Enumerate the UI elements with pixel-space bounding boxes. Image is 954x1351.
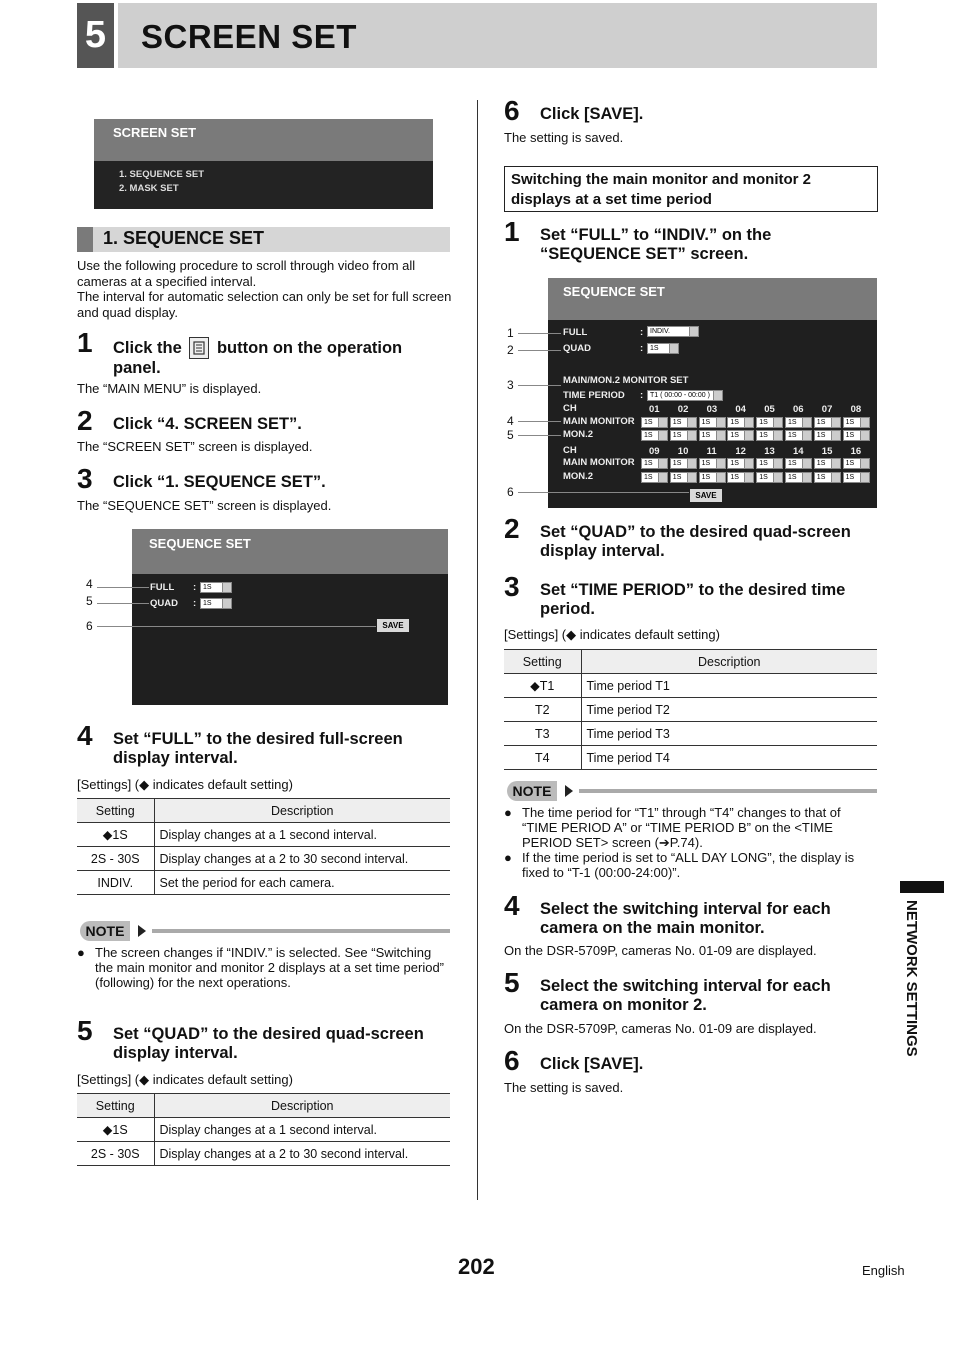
step-text: Select the switching interval for each camera on monitor 2.: [540, 977, 831, 1014]
note-item: ● The screen changes if “INDIV.” is selected. See “Switching the main monitor and monitor 2 displays at a set time period” (following) for the next operations.: [77, 945, 445, 990]
channel-number: 04: [735, 404, 746, 415]
note-item: ● If the time period is set to “ALL DAY LONG”, the display is fixed to “T-1 (00:00-24:00)”.: [504, 850, 855, 880]
mon2-interval-select[interactable]: 1S: [670, 472, 697, 483]
channel-number: 06: [793, 404, 804, 415]
main-monitor-interval-select[interactable]: 1S: [785, 417, 812, 428]
time-period-table: Setting Description ◆T1 Time period T1 T2 Time period T2 T3 Time period T3 T4 Time period T4: [504, 649, 877, 770]
step-number: 3: [504, 571, 520, 602]
step-text: Set “QUAD” to the desired quad-screen display interval.: [540, 523, 851, 560]
menu-button-icon: [189, 337, 209, 359]
screen-title: SEQUENCE SET: [149, 536, 251, 551]
quad-label: QUAD: [563, 343, 591, 354]
settings-caption: [Settings] (◆ indicates default setting): [504, 627, 720, 642]
side-tab-label: NETWORK SETTINGS: [903, 900, 920, 1057]
channel-number: 15: [821, 446, 833, 457]
quad-select[interactable]: 1S: [647, 343, 679, 354]
mon2-interval-select[interactable]: 1S: [814, 430, 841, 441]
main-monitor-interval-select[interactable]: 1S: [814, 417, 841, 428]
step-result: The setting is saved.: [504, 1080, 624, 1095]
channel-number: 01: [649, 404, 660, 415]
column-divider: [477, 100, 478, 1200]
mon2-label: MON.2: [563, 429, 594, 440]
mon2-interval-select[interactable]: 1S: [727, 472, 754, 483]
callout: 5: [507, 428, 514, 442]
time-period-select[interactable]: T1 ( 00:00 - 00:00 ): [647, 390, 723, 401]
step-text: Click [SAVE].: [540, 1055, 644, 1073]
channel-number: 12: [735, 446, 746, 457]
step-number: 6: [504, 95, 520, 126]
channel-number: 11: [706, 446, 717, 457]
save-button[interactable]: SAVE: [690, 489, 722, 502]
main-monitor-interval-select[interactable]: 1S: [699, 417, 726, 428]
subsection-heading: Switching the main monitor and monitor 2 displays at a set time period: [504, 166, 878, 212]
full-label: FULL: [150, 582, 175, 593]
main-monitor-interval-select[interactable]: 1S: [756, 417, 783, 428]
main-monitor-interval-select[interactable]: 1S: [785, 458, 812, 469]
full-select[interactable]: INDIV.: [647, 326, 699, 337]
page-number: 202: [458, 1254, 495, 1279]
mon2-interval-select[interactable]: 1S: [699, 430, 726, 441]
step-result: On the DSR-5709P, cameras No. 01-09 are displayed.: [504, 943, 817, 958]
main-monitor-label: MAIN MONITOR: [563, 416, 635, 427]
main-monitor-interval-select[interactable]: 1S: [641, 458, 668, 469]
main-monitor-interval-select[interactable]: 1S: [670, 458, 697, 469]
step-number: 4: [504, 890, 520, 921]
main-monitor-interval-select[interactable]: 1S: [670, 417, 697, 428]
mon2-interval-select[interactable]: 1S: [670, 430, 697, 441]
step-result: On the DSR-5709P, cameras No. 01-09 are displayed.: [504, 1021, 817, 1036]
step-number: 5: [77, 1015, 93, 1046]
step-text: Click “4. SCREEN SET”.: [113, 415, 302, 433]
mon2-interval-select[interactable]: 1S: [814, 472, 841, 483]
note-arrow-icon: [138, 925, 146, 937]
save-button[interactable]: SAVE: [377, 619, 409, 632]
channel-number: 07: [821, 404, 833, 415]
callout: 1: [507, 326, 514, 340]
step-number: 1: [504, 216, 520, 247]
step-number: 2: [77, 405, 93, 436]
main-monitor-label: MAIN MONITOR: [563, 457, 635, 468]
mon2-interval-select[interactable]: 1S: [641, 472, 668, 483]
language-label: English: [862, 1263, 905, 1278]
ch-label: CH: [563, 403, 577, 414]
step-number: 1: [77, 327, 93, 358]
mon2-interval-select[interactable]: 1S: [785, 430, 812, 441]
step-number: 3: [77, 463, 93, 494]
main-monitor-interval-select[interactable]: 1S: [699, 458, 726, 469]
time-period-label: TIME PERIOD: [563, 390, 625, 401]
menu-item-sequence-set[interactable]: 1. SEQUENCE SET: [119, 169, 204, 180]
step-text: Click [SAVE].: [540, 105, 644, 123]
mon2-interval-select[interactable]: 1S: [756, 430, 783, 441]
step-text: Set “FULL” to the desired full-screen display interval.: [113, 730, 403, 767]
mon2-interval-select[interactable]: 1S: [699, 472, 726, 483]
channel-number: 03: [706, 404, 718, 415]
callout: 6: [86, 619, 93, 633]
channel-number: 13: [764, 446, 775, 457]
step-result: The “SCREEN SET” screen is displayed.: [77, 439, 313, 454]
callout: 5: [86, 594, 93, 608]
note-label: NOTE: [507, 781, 557, 801]
step-result: The “SEQUENCE SET” screen is displayed.: [77, 498, 332, 513]
channel-number: 08: [850, 404, 862, 415]
settings-caption: [Settings] (◆ indicates default setting): [77, 777, 293, 792]
mon2-interval-select[interactable]: 1S: [756, 472, 783, 483]
side-tab-marker: [900, 881, 944, 893]
callout: 4: [86, 577, 93, 591]
channel-number: 02: [677, 404, 689, 415]
channel-number: 14: [793, 446, 804, 457]
main-monitor-interval-select[interactable]: 1S: [843, 458, 870, 469]
note-label: NOTE: [80, 921, 130, 941]
full-label: FULL: [563, 327, 588, 338]
quad-label: QUAD: [150, 598, 178, 609]
callout: 4: [507, 414, 514, 428]
step-text: Set “QUAD” to the desired quad-screen display interval.: [113, 1025, 424, 1062]
note-item: ● The time period for “T1” through “T4” changes to that of “TIME PERIOD A” or “TIME PERIOD B” on the <TIME PERIOD SET> screen (➔P.74).: [504, 805, 841, 850]
quad-select[interactable]: 1S: [200, 598, 232, 609]
section-title: 1. SEQUENCE SET: [103, 228, 265, 248]
callout: 2: [507, 343, 514, 357]
step-number: 5: [504, 967, 520, 998]
screen-title: SEQUENCE SET: [563, 284, 665, 299]
main-monitor-interval-select[interactable]: 1S: [727, 458, 754, 469]
full-select[interactable]: 1S: [200, 582, 232, 593]
main-monitor-interval-select[interactable]: 1S: [641, 417, 668, 428]
channel-number: 05: [764, 404, 775, 415]
note-arrow-icon: [565, 785, 573, 797]
step-number: 2: [504, 513, 520, 544]
mon2-interval-select[interactable]: 1S: [641, 430, 668, 441]
step-result: The setting is saved.: [504, 130, 624, 145]
settings-caption: [Settings] (◆ indicates default setting): [77, 1072, 293, 1087]
step-result: The “MAIN MENU” is displayed.: [77, 381, 262, 396]
mon2-interval-select[interactable]: 1S: [843, 430, 870, 441]
main-monitor-interval-select[interactable]: 1S: [727, 417, 754, 428]
mon2-interval-select[interactable]: 1S: [843, 472, 870, 483]
main-monitor-interval-select[interactable]: 1S: [756, 458, 783, 469]
main-monitor-interval-select[interactable]: 1S: [843, 417, 870, 428]
channel-number: 16: [850, 446, 862, 457]
quad-settings-table: Setting Description ◆1S Display changes at a 1 second interval. 2S - 30S Display changes at a 2 to 30 second interval.: [77, 1093, 450, 1166]
callout: 6: [507, 485, 514, 499]
intro-text: Use the following procedure to scroll through video from all cameras at a specified interval. The interval for automatic selection can only be set for full screen and quad display.: [77, 258, 452, 320]
mon2-interval-select[interactable]: 1S: [785, 472, 812, 483]
channel-number: 10: [677, 446, 689, 457]
page-title: SCREEN SET: [141, 18, 357, 55]
menu-item-mask-set[interactable]: 2. MASK SET: [119, 183, 179, 194]
step-text: Select the switching interval for each camera on the main monitor.: [540, 900, 831, 937]
step-text: Set “TIME PERIOD” to the desired time period.: [540, 581, 846, 618]
chapter-number: 5: [77, 3, 114, 68]
main-monitor-interval-select[interactable]: 1S: [814, 458, 841, 469]
mon2-label: MON.2: [563, 471, 594, 482]
step-text: Click “1. SEQUENCE SET”.: [113, 473, 326, 491]
step-text: Click the button on the operation panel.: [113, 339, 403, 377]
monitor-set-heading: MAIN/MON.2 MONITOR SET: [563, 375, 689, 386]
menu-title: SCREEN SET: [113, 125, 197, 140]
callout: 3: [507, 378, 514, 392]
full-settings-table: Setting Description ◆1S Display changes at a 1 second interval. 2S - 30S Display changes at a 2 to 30 second interval. INDIV. Set the period for each camera.: [77, 798, 450, 895]
step-text: Set “FULL” to “INDIV.” on the “SEQUENCE SET” screen.: [540, 226, 772, 263]
step-number: 6: [504, 1045, 520, 1076]
step-number: 4: [77, 720, 93, 751]
ch-label: CH: [563, 445, 577, 456]
mon2-interval-select[interactable]: 1S: [727, 430, 754, 441]
channel-number: 09: [649, 446, 660, 457]
